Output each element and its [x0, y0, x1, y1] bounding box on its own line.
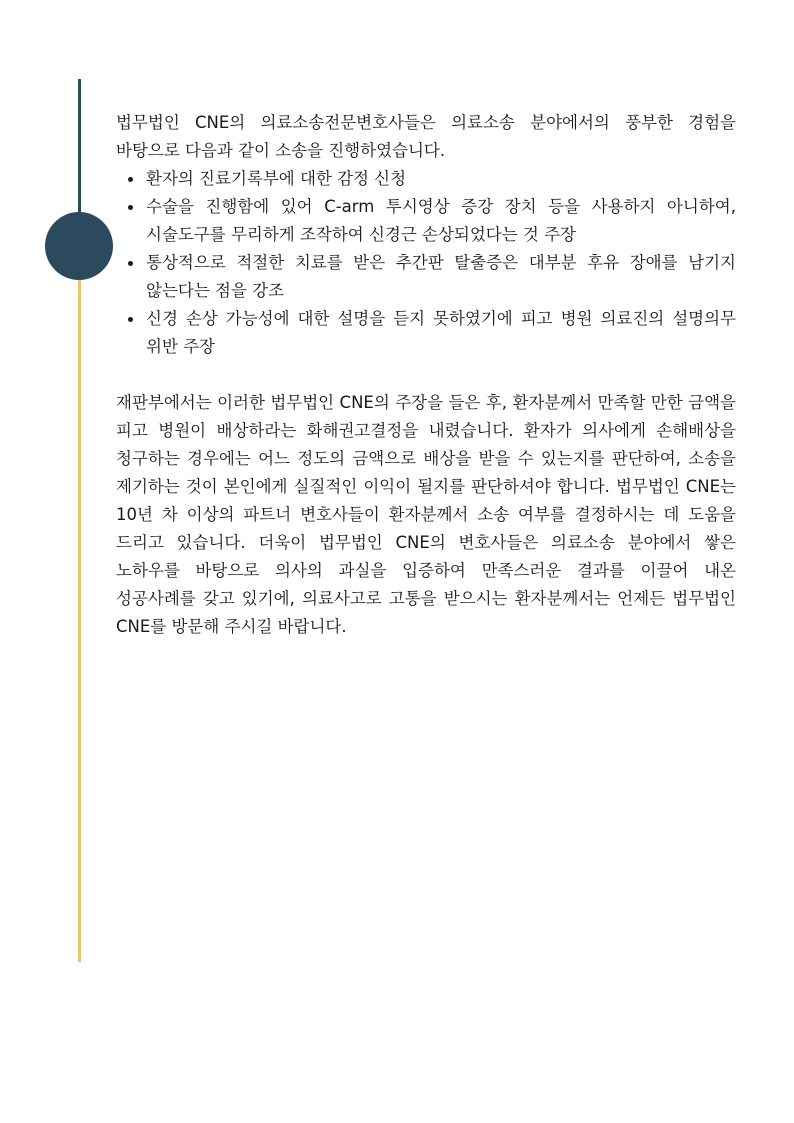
conclusion-paragraph: 재판부에서는 이러한 법무법인 CNE의 주장을 들은 후, 환자분께서 만족할 만한 금액을 피고 병원이 배상하라는 화해권고결정을 내렸습니다. 환자가 의사에게 손해배상을 청구하는 경우에는 어느 정도의 금액으로 배상을 받을 수 있는지를 판단하여, 소송을 제기하는 것이 본인에게 실질적인 이익이 될지를 판단하셔야 합니다. 법무법인 CNE는 10년 차 이상의 파트너 변호사들이 환자분께서 소송 여부를 결정하시는 데 도움을 드리고 있습니다. 더욱이 법무법인 CNE의 변호사들은 의료소송 분야에서 쌓은 노하우를 바탕으로 의사의 과실을 입증하여 만족스러운 결과를 이끌어 내온 성공사례를 갖고 있기에, 의료사고로 고통을 받으시는 환자분께서는 언제든 법무법인 CNE를 방문해 주시길 바랍니다. [116, 393, 736, 636]
timeline-line-bottom [78, 245, 81, 962]
document-body [116, 109, 736, 641]
litigation-steps-list [116, 165, 736, 361]
intro-paragraph: 법무법인 CNE의 의료소송전문변호사들은 의료소송 분야에서의 풍부한 경험을 바탕으로 다음과 같이 소송을 진행하였습니다. [116, 113, 736, 160]
timeline-circle-marker [45, 212, 113, 280]
list-item: 환자의 진료기록부에 대한 감정 신청 [146, 165, 736, 193]
list-item: 통상적으로 적절한 치료를 받은 추간판 탈출증은 대부분 후유 장애를 남기지 않는다는 점을 강조 [146, 249, 736, 305]
list-item: 수술을 진행함에 있어 C-arm 투시영상 증강 장치 등을 사용하지 아니하여, 시술도구를 무리하게 조작하여 신경근 손상되었다는 것 주장 [146, 193, 736, 249]
list-item: 신경 손상 가능성에 대한 설명을 듣지 못하였기에 피고 병원 의료진의 설명의무 위반 주장 [146, 305, 736, 361]
